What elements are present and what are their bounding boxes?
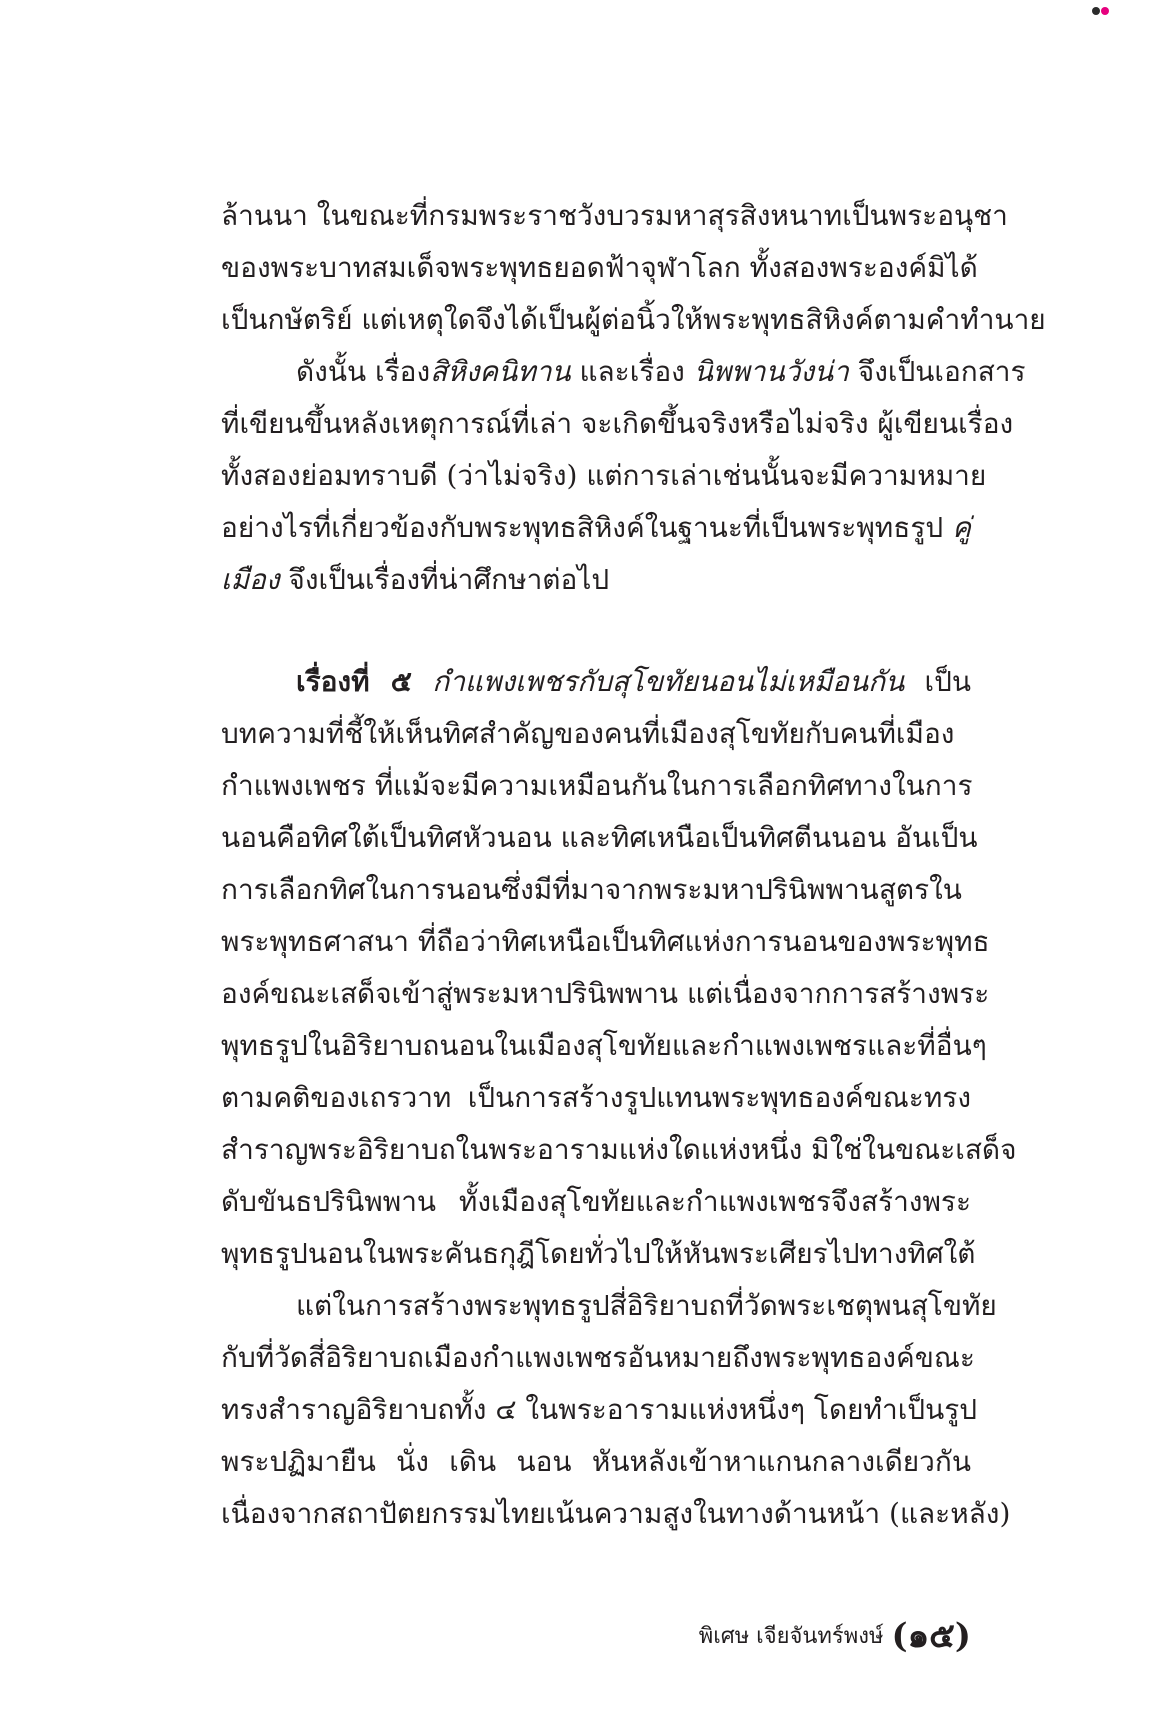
page-number-value: ๑๕ <box>907 1616 955 1656</box>
page-number <box>891 1608 971 1662</box>
text-run: อย่างไรที่เกี่ยวข้องกับพระพุทธสิหิงค์ในฐานะที่เป็นพระพุทธรูป <box>221 511 953 544</box>
text-run <box>412 665 432 698</box>
text-line: กำแพงเพชร ที่แม้จะมีความเหมือนกันในการเลือกทิศทางในการ <box>221 769 973 802</box>
text-line: เป็นกษัตริย์ แต่เหตุใดจึงได้เป็นผู้ต่อนิ้วให้พระพุทธสิหิงค์ตามคำทำนาย <box>221 303 1046 336</box>
text-run: ดังนั้น เรื่อง <box>296 355 431 388</box>
dark-dot-icon <box>1092 7 1100 15</box>
text-line <box>221 656 971 708</box>
text-line: ที่เขียนขึ้นหลังเหตุการณ์ที่เล่า จะเกิดขึ้นจริงหรือไม่จริง ผู้เขียนเรื่อง <box>221 407 1014 440</box>
magenta-dot-icon <box>1101 7 1109 15</box>
text-line: เนื่องจากสถาปัตยกรรมไทยเน้นความสูงในทางด้านหน้า (และหลัง) <box>221 1497 1011 1530</box>
body-text <box>221 190 1046 1540</box>
text-line: องค์ขณะเสด็จเข้าสู่พระมหาปรินิพพาน แต่เนื่องจากการสร้างพระ <box>221 977 990 1010</box>
text-line: ดับขันธปรินิพพาน ทั้งเมืองสุโขทัยและกำแพงเพชรจึงสร้างพระ <box>221 1185 971 1218</box>
text-line: พระพุทธศาสนา ที่ถือว่าทิศเหนือเป็นทิศแห่งการนอนของพระพุทธ <box>221 925 990 958</box>
text-line: สำราญพระอิริยาบถในพระอารามแห่งใดแห่งหนึ่ง มิใช่ในขณะเสด็จ <box>221 1133 1017 1166</box>
text-line <box>221 346 1026 398</box>
book-title-italic: นิพพานวังน่า <box>693 355 849 388</box>
corner-dots-decoration <box>1092 7 1116 17</box>
text-line: พุทธรูปนอนในพระคันธกุฎีโดยทั่วไปให้หันพระเศียรไปทางทิศใต้ <box>221 1237 976 1270</box>
book-title-italic: สิหิงคนิทาน <box>430 355 571 388</box>
page-footer <box>699 1605 971 1665</box>
text-line: การเลือกทิศในการนอนซึ่งมีที่มาจากพระมหาปรินิพพานสูตรใน <box>221 873 962 906</box>
text-line: กับที่วัดสี่อิริยาบถเมืองกำแพงเพชรอันหมายถึงพระพุทธองค์ขณะ <box>221 1341 975 1374</box>
paragraph-gap <box>221 606 971 656</box>
text-line: แต่ในการสร้างพระพุทธรูปสี่อิริยาบถที่วัดพระเชตุพนสุโขทัย <box>296 1289 997 1322</box>
text-line: ทรงสำราญอิริยาบถทั้ง ๔ ในพระอารามแห่งหนึ่งๆ โดยทำเป็นรูป <box>221 1393 978 1426</box>
footer-author: พิเศษ เจียจันทร์พงษ์ <box>698 1623 884 1649</box>
text-line <box>221 554 971 606</box>
text-run: จึงเป็นเอกสาร <box>848 355 1026 388</box>
text-run: จึงเป็นเรื่องที่น่าศึกษาต่อไป <box>279 563 610 596</box>
italic-term: เมือง <box>221 563 280 596</box>
text-run: และเรื่อง <box>570 355 694 388</box>
text-line <box>221 502 971 554</box>
text-line: พุทธรูปในอิริยาบถนอนในเมืองสุโขทัยและกำแพงเพชรและที่อื่นๆ <box>221 1029 987 1062</box>
text-line: นอนคือทิศใต้เป็นทิศหัวนอน และทิศเหนือเป็นทิศตีนนอน อันเป็น <box>221 821 978 854</box>
text-line: ทั้งสองย่อมทราบดี (ว่าไม่จริง) แต่การเล่าเช่นนั้นจะมีความหมาย <box>221 459 987 492</box>
italic-term: คู่ <box>952 511 971 544</box>
close-paren: ) <box>954 1616 971 1656</box>
text-line: ของพระบาทสมเด็จพระพุทธยอดฟ้าจุฬาโลก ทั้งสองพระองค์มิได้ <box>221 251 978 284</box>
text-line: บทความที่ชี้ให้เห็นทิศสำคัญของคนที่เมืองสุโขทัยกับคนที่เมือง <box>221 717 955 750</box>
text-run: เป็น <box>904 665 972 698</box>
text-line: พระปฏิมายืน นั่ง เดิน นอน หันหลังเข้าหาแกนกลางเดียวกัน <box>221 1445 971 1478</box>
text-line: ล้านนา ในขณะที่กรมพระราชวังบวรมหาสุรสิงหนาทเป็นพระอนุชา <box>221 199 1008 232</box>
story-title-italic: กำแพงเพชรกับสุโขทัยนอนไม่เหมือนกัน <box>432 665 905 698</box>
text-line: ตามคติของเถรวาท เป็นการสร้างรูปแทนพระพุทธองค์ขณะทรง <box>221 1081 971 1114</box>
story-heading-bold: เรื่องที่ ๕ <box>296 665 412 698</box>
open-paren: ( <box>891 1616 908 1656</box>
